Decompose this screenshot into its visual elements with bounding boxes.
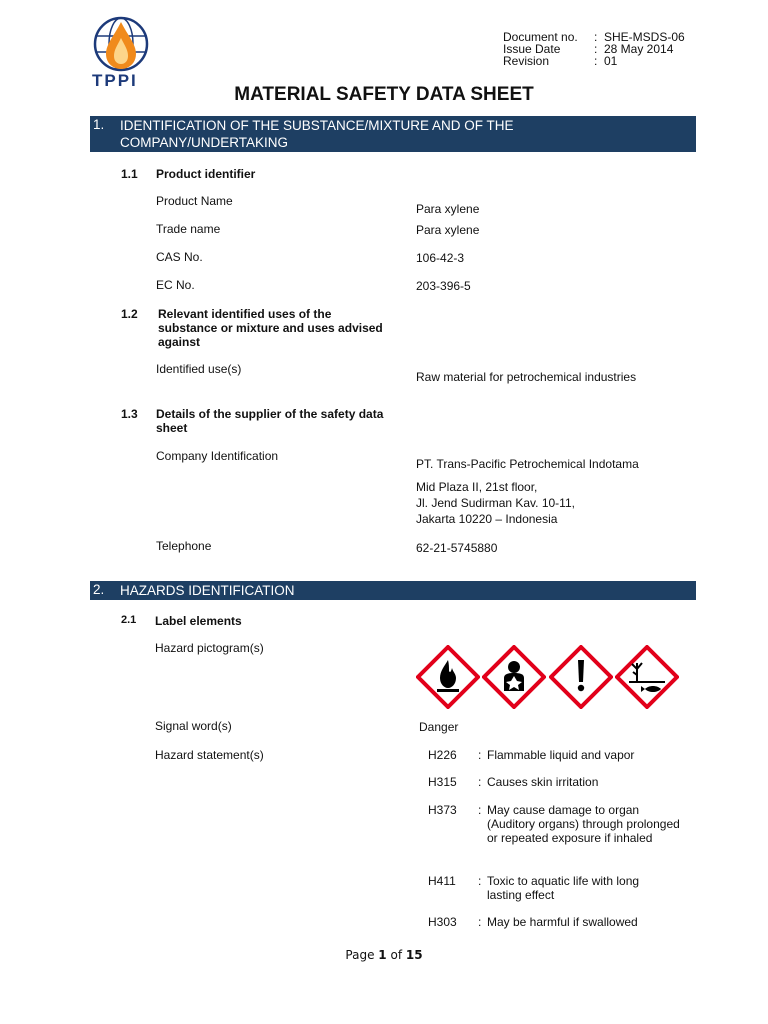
trade-name-label: Trade name (156, 222, 221, 236)
subsection-2-1-title: Label elements (155, 614, 242, 628)
subsection-1-3-number: 1.3 (121, 407, 138, 421)
section-2-title: HAZARDS IDENTIFICATION (120, 583, 295, 598)
product-name-label: Product Name (156, 194, 233, 208)
company-identification-label: Company Identification (156, 449, 279, 463)
subsection-1-1-number: 1.1 (121, 167, 138, 181)
ec-value: 203-396-5 (416, 279, 471, 293)
issue-date-value: 28 May 2014 (604, 42, 674, 56)
subsection-1-1-title: Product identifier (156, 167, 256, 181)
environment-pictogram-icon (615, 645, 679, 709)
company-address: Mid Plaza II, 21st floor, Jl. Jend Sudirman Kav. 10-11, Jakarta 10220 – Indonesia (416, 480, 575, 526)
subsection-1-2-title: Relevant identified uses of the substance or mixture and uses advised against (158, 307, 383, 349)
hazard-text: May cause damage to organ (Auditory organs) through prolonged or repeated exposure if inhaled (487, 803, 680, 845)
exclamation-pictogram-icon (549, 645, 613, 709)
globe-drop-icon (88, 16, 154, 76)
cas-label: CAS No. (156, 250, 203, 264)
hazard-text: Toxic to aquatic life with long lasting effect (487, 874, 640, 902)
page-footer (0, 948, 768, 962)
document-meta: Document no. : SHE-MSDS-06 Issue Date : 28 May 2014 Revision : 01 (503, 30, 685, 68)
trade-name-value: Para xylene (416, 223, 480, 237)
flame-pictogram-icon (416, 645, 480, 709)
cas-value: 106-42-3 (416, 251, 465, 265)
hazard-code: H373 (428, 803, 457, 817)
document-no-label: Document no. (503, 30, 578, 44)
product-name-value: Para xylene (416, 202, 480, 216)
subsection-2-1-number: 2.1 (121, 614, 137, 626)
logo-text: TPPI (92, 71, 138, 90)
hazard-statements-label: Hazard statement(s) (155, 748, 264, 762)
telephone-value: 62-21-5745880 (416, 541, 498, 555)
issue-date-label: Issue Date (503, 42, 561, 56)
section-1-title-line1: IDENTIFICATION OF THE SUBSTANCE/MIXTURE AND OF THE (120, 118, 514, 133)
ec-label: EC No. (156, 278, 195, 292)
section-1-title-line2: COMPANY/UNDERTAKING (120, 135, 289, 150)
identified-uses-label: Identified use(s) (156, 362, 242, 376)
company-name: PT. Trans-Pacific Petrochemical Indotama (416, 457, 639, 471)
section-1-header (90, 116, 696, 152)
signal-word-value: Danger (419, 720, 459, 734)
section-2-header (90, 581, 696, 600)
page-number: 1 (378, 948, 387, 962)
subsection-1-3-title: Details of the supplier of the safety data sheet (156, 407, 384, 435)
hazard-pictograms-label: Hazard pictogram(s) (155, 641, 264, 655)
hazard-code: H226 (428, 748, 457, 762)
subsection-1-2-number: 1.2 (121, 307, 138, 321)
of-word: of (390, 948, 403, 962)
section-1-number: 1. (93, 117, 105, 132)
document-no-value: SHE-MSDS-06 (604, 30, 685, 44)
telephone-label: Telephone (156, 539, 212, 553)
hazard-code: H411 (428, 874, 456, 888)
section-2-number: 2. (93, 582, 105, 597)
health-hazard-pictogram-icon (482, 645, 546, 709)
page-word: Page (345, 948, 375, 962)
page-total: 15 (405, 948, 423, 962)
page-title: MATERIAL SAFETY DATA SHEET (234, 84, 534, 105)
hazard-code: H303 (428, 915, 457, 929)
identified-uses-value: Raw material for petrochemical industries (416, 370, 637, 384)
revision-value: 01 (604, 54, 618, 68)
hazard-code: H315 (428, 775, 457, 789)
signal-word-label: Signal word(s) (155, 719, 232, 733)
hazard-text: May be harmful if swallowed (487, 915, 638, 929)
hazard-text: Flammable liquid and vapor (487, 748, 635, 762)
revision-label: Revision (503, 54, 550, 68)
hazard-text: Causes skin irritation (487, 775, 599, 789)
